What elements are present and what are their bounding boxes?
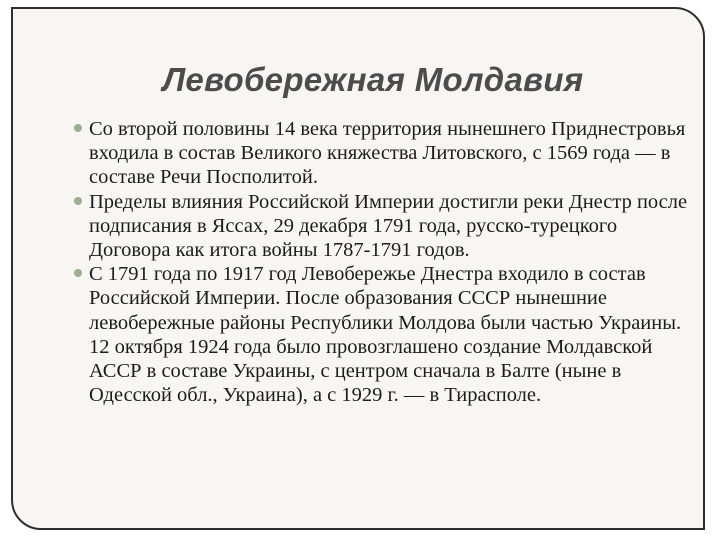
bullet-item (89, 262, 689, 407)
slide-title: Левобережная Молдавия (162, 61, 584, 98)
bullet-list (89, 117, 689, 407)
bullet-text: С 1791 года по 1917 год Левобережье Днестра входило в состав Российской Империи. После образования СССР нынешние левобережные районы Республики Молдова были частью Украины. 12 октября 1924 года было провозглашено создание Молдавской АССР в составе Украины, с центром сначала в Балте (ныне в Одесской обл., Украина), а с 1929 г. — в Тирасполе. (89, 263, 682, 407)
bullet-item (89, 190, 689, 263)
bullet-item (89, 117, 689, 190)
bullet-dot-icon (74, 197, 82, 205)
bullet-text: Пределы влияния Российской Империи достигли реки Днестр после подписания в Яссах, 29 декабря 1791 года, русско-турецкого Договора как итога войны 1787-1791 годов. (89, 190, 688, 262)
bullet-text: Со второй половины 14 века территория нынешнего Приднестровья входила в состав Великого княжества Литовского, с 1569 года — в составе Речи Посполитой. (89, 118, 686, 189)
bullet-dot-icon (74, 124, 82, 132)
